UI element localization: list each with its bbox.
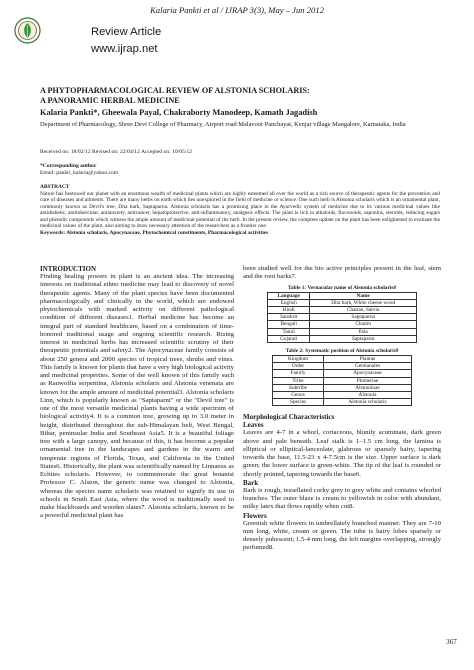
article-type-label: Review Article [91,26,162,38]
table-2-caption: Table 2: Systematic position of Alstonia scholaris9 [285,347,399,354]
table-row [273,384,412,391]
table-row [273,370,412,377]
corresponding-label: *Corresponding author [40,163,97,169]
table-cell: Family [273,370,324,377]
page-number: 367 [446,638,457,646]
table-cell: Gujarati [268,335,310,342]
table-cell: Tamil [268,328,310,335]
journal-url[interactable]: www.ijrap.net [91,43,158,55]
table-cell: Dita bark, White cheese wood [310,299,417,306]
title-line-2: A PANORAMIC HERBAL MEDICINE [40,96,180,106]
table-cell: Alstoniinae [324,384,412,391]
table-row [268,314,417,321]
flowers-heading: Flowers [243,511,267,520]
systematic-position-table [272,355,412,406]
vernacular-names-table [267,292,417,343]
journal-logo [14,17,41,44]
table-row [273,377,412,384]
running-head: Kalaria Pankti et al / IJRAP 3(3), May – Jun 2012 [150,5,324,15]
table-row [268,299,417,306]
continued-text: been studied well for the bio active principles present in the leaf, stem and the root barks7. [243,265,441,281]
table-row [268,321,417,328]
table-row [273,355,412,362]
morphology-heading: Morphological Characteristics [243,413,335,422]
table-header: Name [310,292,417,299]
table-cell: Saptaparna [310,314,417,321]
abstract-heading: ABSTRACT [40,184,70,190]
corresponding-email: Email: pankti_kalaria@yahoo.com [40,170,119,177]
abstract-block [40,184,440,236]
right-column [243,265,441,553]
table-cell: Gentianales [324,363,412,370]
bark-text: Bark is rough, tessellated corky grey to grey white and contains whorled branches. The outer blaze is cream to yellowish in color with abundant, milky latex that flows rapidly when cut8. [243,486,441,511]
corresponding-author [40,163,118,177]
bark-heading: Bark [243,478,259,487]
table-cell: Chatim [310,321,417,328]
table-cell: Genus [273,391,324,398]
table-cell: English [268,299,310,306]
table-row [273,363,412,370]
keywords: Keywords: Alstonia scholaris, Apocynaceae, Phytochemical constituents, Pharmacological activities [40,229,269,236]
table-cell: Alstonia [324,391,412,398]
table-cell: Hindi [268,306,310,313]
table-row [273,399,412,406]
table-cell: Pala [310,328,417,335]
abstract-text: Nature has bestowed our planet with an enormous wealth of medicinal plants which are highly esteemed all over the world as a rich source of therapeutic agents for the prevention and cure of diseases and ailments. There are many herbs on earth which lies unexplored in the field of medicine or science. One such herb is Alstonia scholaris which is an ornamental plant, commonly known as Devil's tree, Dita bark, Saptaparna. Alstonia scholaris has a promising place in the Ayurvedic system of medicine due to its various medicinal values like antidiabetic, antitubercular, antianxiety, anticancer, hepatoprotective, anti-inflammatory, analgesic effects. The plant is rich in alkaloids, flavonoids, saponins, steroids, reducing sugars and phenolic compounds which witness the ample amount of medicinal potential of the herb. In the present review, the complete update on the plant has been enlightened to evaluate the medicinal values of the plant, also aiming to draw necessary attention of the researchers as a frontier one. [40,190,440,230]
table-cell: Plumeriae [324,377,412,384]
table-header: Language [268,292,310,299]
article-title [40,86,440,107]
table-cell: Order [273,363,324,370]
submission-dates: Received on: 18/02/12 Revised on: 22/04/12 Accepted on: 10/05/12 [40,149,192,155]
table-cell: Kingdom [273,355,324,362]
table-cell: Tribe [273,377,324,384]
table-cell: Species [273,399,324,406]
affiliation: Department of Pharmacology, Shree Devi College of Pharmacy, Airport road Malavoor Panchayat, Kenjar village Mangalore, Karnataka, India [40,121,406,128]
leaves-heading: Leaves [243,421,264,430]
table-cell: Chatian, Satvin [310,306,417,313]
introduction-heading: INTRODUCTION [40,265,97,273]
table-row [268,306,417,313]
table-row [273,391,412,398]
introduction-text: Finding healing powers in plant is an ancient idea. The increasing interests on traditional ethno medicine may lead to discovery of novel therapeutic agents. Many of the plant species have been documented pharmacologically and clinically in the world, which are endowed phytochemicals with marked activity on different pathological condition of different diseases1. Herbal medicine has become an integral part of standard healthcare, based on a combination of time-honored traditional usage and ongoing scientific research. Rising interest in medicinal herbs has increased scientific scrutiny of their therapeutic potentials and safety2. The Apocynaceae family consists of about 250 genera and 2000 species of tropical trees, shrubs and vines. This family is known for plants that have a very high biological activity and medicinal properties. Some of the well known of this family such as Rauwolfia serpentina, Alstonia scholaris and Alstonia venenata are known for the ample amount of medicinal potential3. Alstonia scholaris Linn, which is popularly known as "Saptaparni" or the "Devil tree" is one of the most versatile medicinal plants having a wide spectrum of biological activity4. It is a common tree, growing up to 3.0 meter in height, distributed throughout the sub-Himalayan belt, West Bengal, Bihar, peninsular India and Southeast Asia5. It is a beautiful foliage tree with a large canopy, and because of this, it has become a popular ornamental tree in the landscapes and gardens in the warm and temperate regions of Florida, Texas, and California in the United States6. Historically, the plant was scientifically named by Linnaeus as Echites scholaris. However, to commemorate the great botanist Professor C. Alston, the generic name was changed to Alstonia, whereas the species name scholaris was retained to signify its use in schools in South East Asia, where the wood is traditionally used to make blackboards and wooden slates7. Alstonia scholaris, known to be a powerful medicinal plant has [40,273,234,520]
table-1-caption: Table 1: Vernacular name of Alstonia scholaris8 [287,284,396,291]
table-cell: Saptaparni [310,335,417,342]
leaves-text: Leaves are 4-7 in a whorl, coriaceous, bluntly acuminate, dark green above and pale beneath. Leaf stalk is 1–1.5 cm long, the lamina is elliptical or elliptical-lanceolate, glabrous or sparsely hairy, tapering towards the base, 11.5-23 x 4-7.5cm is the size. Upper surface is dark green; the lower surface is green-white. The tip of the leaf is rounded or shortly pointed, tapering towards the base6. [243,429,441,478]
table-cell: Subtribe [273,384,324,391]
flowers-text: Greenish white flowers in umbrellately branched manner. They are 7-10 mm long, white, cream or green. The tube is hairy lobes sparsely or densely pubescent; 1.5-4 mm long, the left margins overlapping, strongly perfumed8. [243,519,441,552]
left-column [40,265,234,521]
table-row [268,328,417,335]
table-cell: Apocynaceae [324,370,412,377]
table-cell: Alstonia scholaris [324,399,412,406]
table-cell: Sanskrit [268,314,310,321]
table-cell: Bengali [268,321,310,328]
title-line-1: A PHYTOPHARMACOLOGICAL REVIEW OF ALSTONIA SCHOLARIS: [40,86,310,95]
author-list: Kalaria Pankti*, Gheewala Payal, Chakraborty Manodeep, Kamath Jagadish [40,108,318,117]
table-row [268,335,417,342]
table-cell: Plantae [324,355,412,362]
